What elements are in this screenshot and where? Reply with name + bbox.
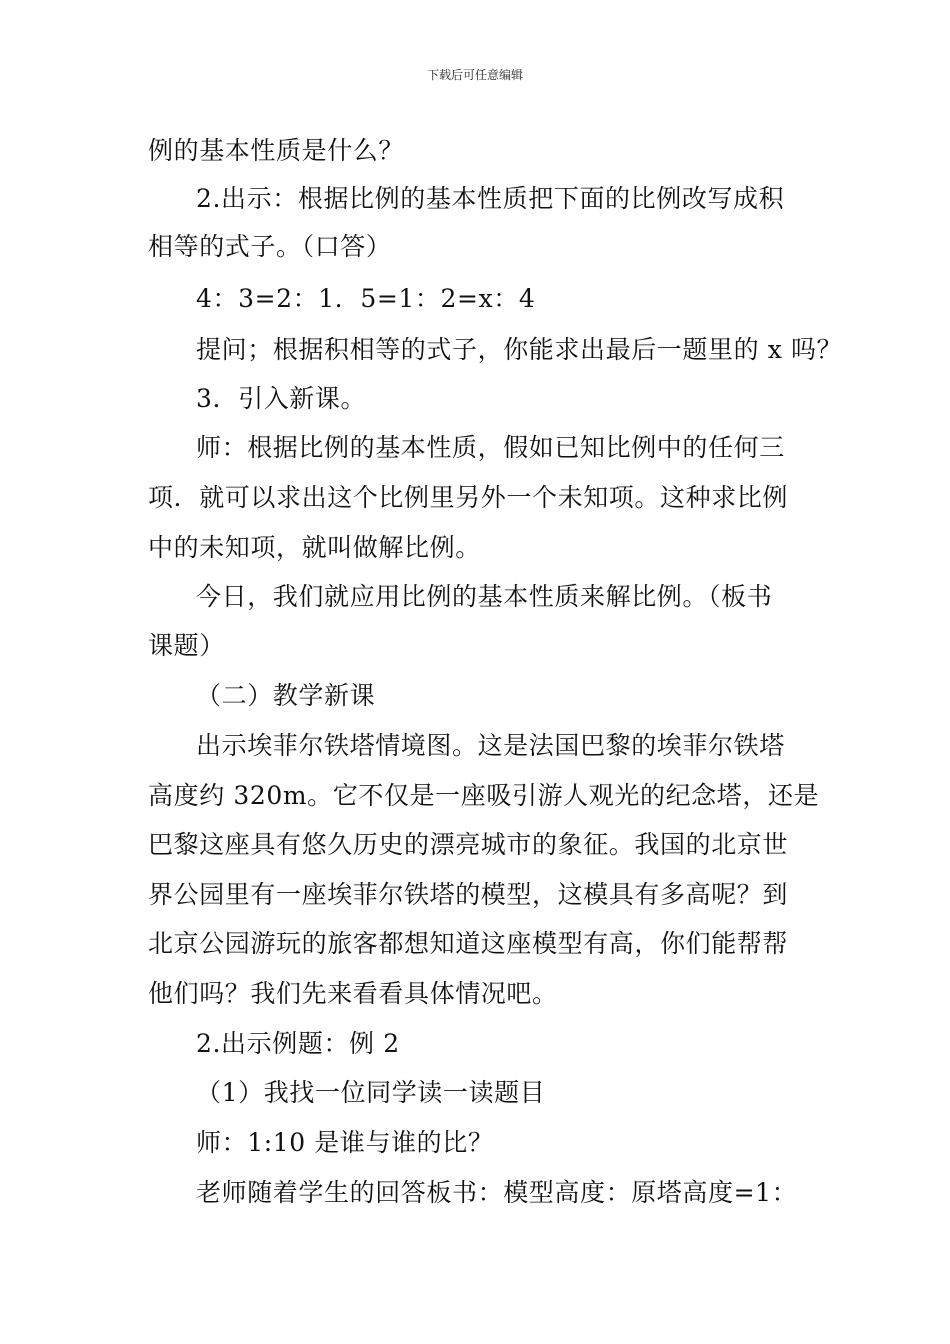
text-line: 2.出示：根据比例的基本性质把下面的比例改写成积 xyxy=(196,184,785,213)
text-line: 今日，我们就应用比例的基本性质来解比例。（板书 xyxy=(196,582,773,611)
text-line: 3．引入新课。 xyxy=(196,384,367,413)
text-line: 项．就可以求出这个比例里另外一个未知项。这种求比例 xyxy=(148,483,789,512)
text-line: 师：根据比例的基本性质，假如已知比例中的任何三 xyxy=(196,433,785,462)
text-line: 提问；根据积相等的式子，你能求出最后一题里的 x 吗？ xyxy=(196,335,843,364)
text-line: 课题） xyxy=(148,631,225,660)
text-line: （1）我找一位同学读一读题目 xyxy=(196,1078,546,1107)
text-line: 师：1:10 是谁与谁的比？ xyxy=(196,1128,494,1157)
text-line: 4：3=2：1．5=1：2=x：4 xyxy=(196,284,536,313)
text-line: 2.出示例题：例 2 xyxy=(196,1029,400,1058)
text-line: 界公园里有一座埃菲尔铁塔的模型，这模具有多高呢？到 xyxy=(148,880,789,909)
section-heading: （二）教学新课 xyxy=(196,681,376,710)
text-line: 出示埃菲尔铁塔情境图。这是法国巴黎的埃菲尔铁塔 xyxy=(196,731,785,760)
text-line: 老师随着学生的回答板书：模型高度：原塔高度=1： xyxy=(196,1178,798,1207)
text-line: 高度约 320m。它不仅是一座吸引游人观光的纪念塔，还是 xyxy=(148,781,820,810)
text-line: 巴黎这座具有悠久历史的漂亮城市的象征。我国的北京世 xyxy=(148,830,789,859)
text-line: 相等的式子。（口答） xyxy=(148,232,392,261)
text-line: 中的未知项，就叫做解比例。 xyxy=(148,533,481,562)
text-line: 例的基本性质是什么？ xyxy=(148,136,405,165)
page-header: 下载后可任意编辑 xyxy=(426,68,523,82)
text-line: 他们吗？我们先来看看具体情况吧。 xyxy=(148,979,558,1008)
text-line: 北京公园游玩的旅客都想知道这座模型有高，你们能帮帮 xyxy=(148,929,789,958)
